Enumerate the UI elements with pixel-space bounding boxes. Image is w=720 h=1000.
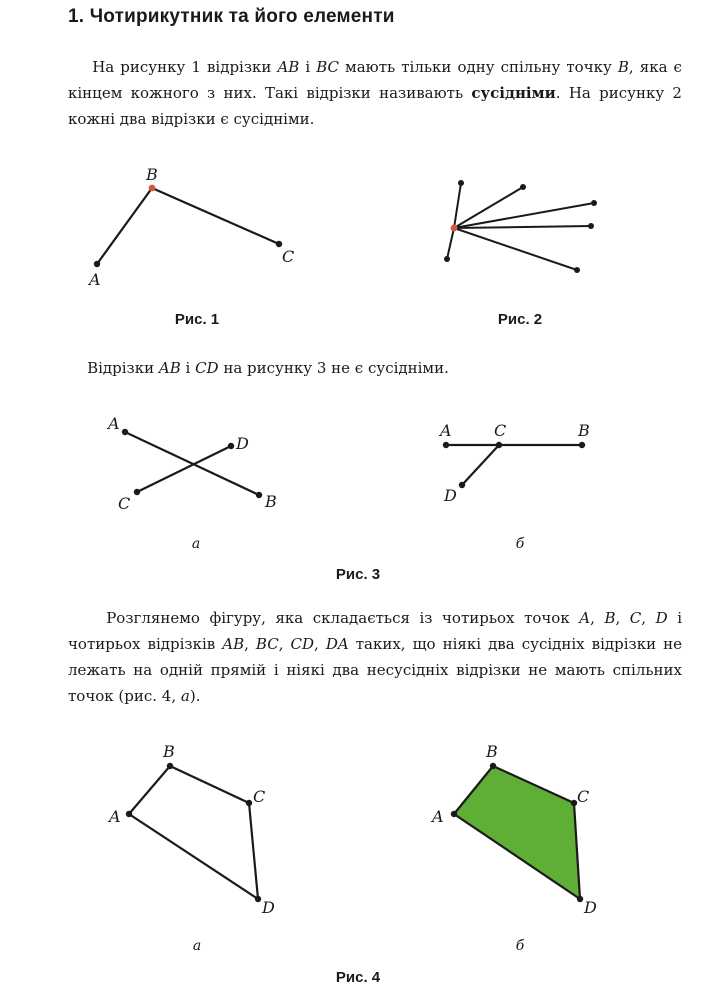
text: на рисунку 3 не є сусідніми. [218, 359, 449, 377]
label-c: C [118, 494, 131, 513]
label-a: A [108, 414, 120, 433]
subfig-label-a: а [192, 938, 202, 954]
segment-da: DA [325, 635, 349, 653]
label-d: D [444, 486, 457, 505]
label-a: A [89, 270, 101, 289]
segment-ab: AB [158, 359, 181, 377]
subfig-ref: а [180, 687, 190, 705]
caption-fig-3: Рис. 3 [335, 566, 381, 583]
label-c: C [577, 787, 590, 806]
text: , [615, 609, 630, 627]
text: . На рисунку 2 кожні два відрізки є сусідніми. [68, 84, 682, 128]
text: таких, що ніякі два сусідніх відрізки не лежать на одній прямій і ніякі два несусідніх відрізки не мають спільних точок (рис. 4, [68, 635, 683, 705]
text: , [641, 609, 656, 627]
segment-bc: BC [255, 635, 279, 653]
segment-ab: AB [277, 58, 300, 76]
subfig-label-b: б [515, 938, 525, 954]
label-a: A [109, 807, 121, 826]
text: , яка є кінцем кожного з них. Такі відрізки називають [68, 58, 682, 102]
text: ). [189, 687, 201, 705]
text: і чотирьох відрізків [68, 609, 682, 653]
point-a-dot [126, 811, 132, 817]
segment-bc: BC [316, 58, 339, 76]
text: і [180, 359, 196, 377]
point-c-dot [246, 800, 252, 806]
label-d: D [236, 434, 249, 453]
point-b-dot [167, 763, 173, 769]
label-c: C [494, 421, 507, 440]
text: і [299, 58, 317, 76]
text: , [590, 609, 605, 627]
point-d: D [655, 609, 668, 627]
subfig-label-a: а [191, 536, 201, 552]
caption-fig-4: Рис. 4 [335, 969, 381, 986]
text: , [244, 635, 256, 653]
segment-ab: AB [222, 635, 245, 653]
text: Розглянемо фігуру, яка складається із чотирьох точок [106, 609, 580, 627]
label-a: A [440, 421, 452, 440]
quadrilateral-outline [129, 766, 258, 899]
label-a: A [432, 807, 444, 826]
section-heading: 1. Чотирикутник та його елементи [68, 6, 395, 27]
label-c: C [282, 247, 295, 266]
segment-cd: CD [195, 359, 219, 377]
caption-fig-1: Рис. 1 [174, 311, 220, 328]
caption-fig-2: Рис. 2 [497, 311, 543, 328]
text: , [278, 635, 291, 653]
point-d-dot [255, 896, 261, 902]
text: мають тільки одну спільну точку [339, 58, 618, 76]
term-adjacent: сусідніми [471, 84, 556, 102]
label-b: B [486, 742, 498, 761]
label-d: D [584, 898, 597, 917]
point-b: B [604, 609, 616, 627]
point-b: B [617, 58, 629, 76]
segment-cd: CD [290, 635, 315, 653]
label-b: B [146, 165, 158, 184]
point-a-dot [451, 811, 457, 817]
text: Відрізки [87, 359, 159, 377]
label-b: B [578, 421, 590, 440]
point-d-dot [577, 896, 583, 902]
point-c: C [629, 609, 642, 627]
label-d: D [262, 898, 275, 917]
label-b: B [163, 742, 175, 761]
quadrilateral-filled [454, 766, 580, 899]
label-b: B [265, 492, 277, 511]
text: , [314, 635, 326, 653]
text: На рисунку 1 відрізки [92, 58, 278, 76]
point-a: A [579, 609, 591, 627]
label-c: C [253, 787, 266, 806]
subfig-label-b: б [515, 536, 525, 552]
point-b-dot [490, 763, 496, 769]
